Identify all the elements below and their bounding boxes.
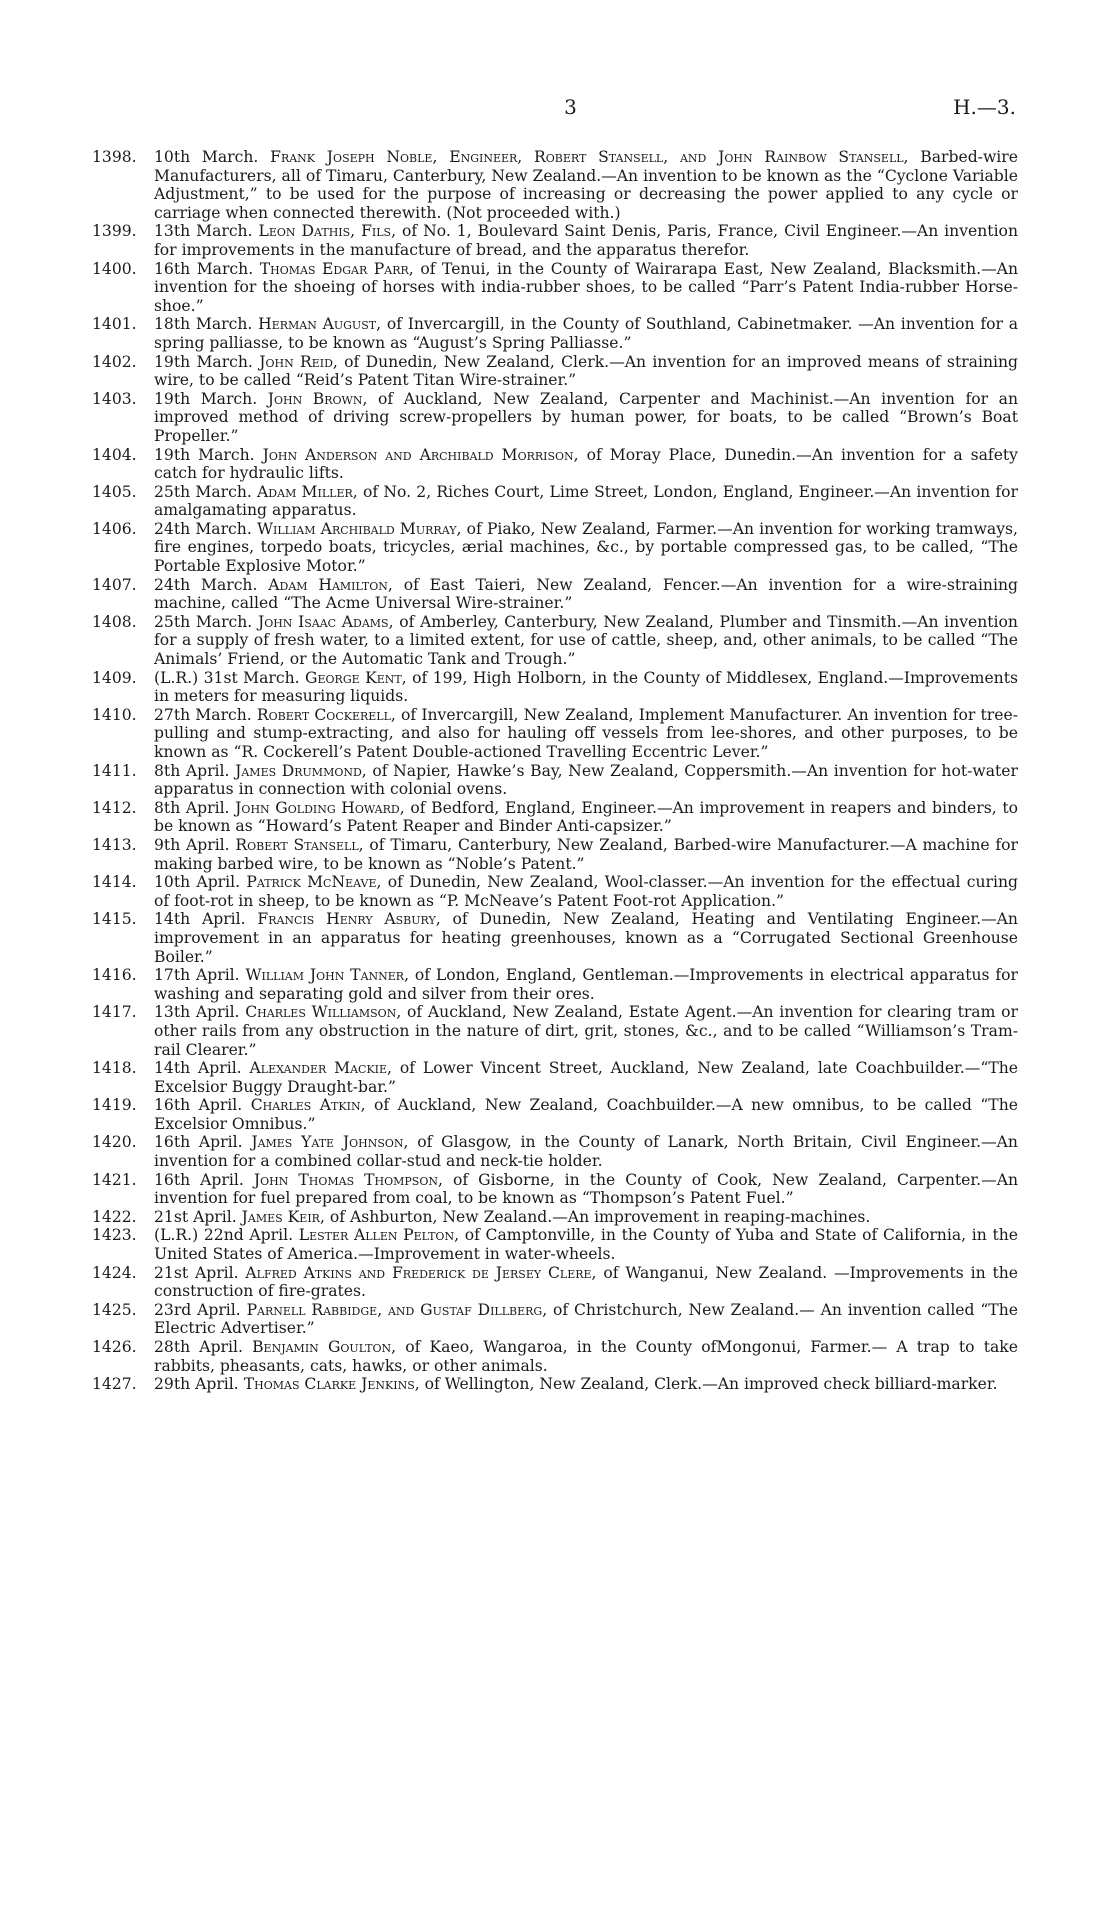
entry-date: 24th March. bbox=[154, 575, 258, 594]
applicant-names: John Brown, bbox=[267, 389, 368, 408]
patent-entry bbox=[92, 389, 1019, 446]
entry-date: 19th March. bbox=[154, 352, 253, 371]
patent-entry bbox=[92, 873, 1018, 910]
entry-number: 1410. bbox=[92, 705, 137, 724]
patent-entry bbox=[92, 148, 1018, 222]
entry-description: of No. 1, Boulevard Saint Denis, Paris, France, Civil Engineer.—An invention for improvements in the manufacture of bread, and the apparatus therefor. bbox=[154, 222, 1018, 259]
applicant-names: Robert Stansell, bbox=[235, 835, 364, 854]
patent-entry bbox=[92, 798, 1018, 836]
entry-number: 1415. bbox=[92, 910, 137, 929]
applicant-names: Thomas Edgar Parr, bbox=[259, 259, 414, 278]
applicant-names: John Isaac Adams, bbox=[257, 612, 394, 631]
entry-description: of Timaru, Canterbury, New Zealand, Barbed-wire Manufacturer.—A machine for making barbed wire, to be known as “Noble’s Patent.” bbox=[154, 835, 1018, 873]
applicant-names: Frank Joseph Noble, Engineer, Robert Stansell, and John Rainbow Stansell, bbox=[270, 148, 909, 166]
entry-date: (L.R.) 22nd April. bbox=[154, 1226, 294, 1245]
entry-description: of London, England, Gentleman.—Improvements in electrical apparatus for washing and separating gold and silver from their ores. bbox=[154, 966, 1018, 1003]
entry-number: 1413. bbox=[92, 835, 137, 854]
patent-entry bbox=[92, 1300, 1018, 1338]
applicant-names: James Yate Johnson, bbox=[251, 1133, 409, 1152]
entry-date: 18th March. bbox=[154, 315, 253, 334]
entry-description: of Piako, New Zealand, Farmer.—An invention for working tramways, fire engines, torpedo boats, tricycles, ærial machines, &c., by portable compressed gas, to be called, “The Portable Explosive Motor.” bbox=[154, 519, 1018, 576]
page-number: 3 bbox=[564, 95, 577, 119]
patent-entry bbox=[92, 315, 1019, 352]
entry-date: 14th April. bbox=[154, 910, 246, 929]
entry-description: of Bedford, England, Engineer.—An improvement in reapers and binders, to be known as “Howard’s Patent Reaper and Binder Anti-capsizer.” bbox=[154, 798, 1018, 836]
applicant-names: John Golding Howard, bbox=[235, 798, 405, 817]
entry-number: 1412. bbox=[92, 798, 137, 817]
entry-date: 17th April. bbox=[154, 966, 240, 985]
entry-date: 14th April. bbox=[154, 1059, 242, 1078]
patent-entry bbox=[92, 1133, 1018, 1171]
entry-number: 1418. bbox=[92, 1059, 137, 1078]
entry-number: 1425. bbox=[92, 1300, 137, 1319]
entry-number: 1417. bbox=[92, 1003, 137, 1022]
entry-date: 16th April. bbox=[154, 1096, 243, 1115]
entry-date: 27th March. bbox=[154, 705, 252, 724]
entry-date: 8th April. bbox=[154, 761, 230, 780]
patent-entry bbox=[92, 1263, 1018, 1301]
entry-date: 10th March. bbox=[154, 148, 259, 166]
applicant-names: Thomas Clarke Jenkins, bbox=[243, 1375, 420, 1394]
applicant-names: James Drummond, bbox=[235, 761, 367, 780]
applicant-names: Robert Cockerell, bbox=[256, 705, 396, 724]
entry-date: 25th March. bbox=[154, 482, 252, 501]
patent-entry bbox=[92, 761, 1018, 799]
entry-number: 1414. bbox=[92, 873, 137, 892]
entry-description: of Christchurch, New Zealand.— An invention called “The Electric Advertiser.” bbox=[154, 1300, 1018, 1338]
entry-number: 1404. bbox=[92, 445, 137, 464]
applicant-names: George Kent, bbox=[305, 668, 407, 687]
applicant-names: Adam Hamilton, bbox=[268, 575, 393, 594]
entry-description: of Auckland, New Zealand, Carpenter and Machinist.—An invention for an improved method of driving screw-propellers by human power, for boats, to be called “Brown’s Boat Propeller.” bbox=[154, 389, 1019, 445]
entry-description: of Kaeo, Wangaroa, in the County ofMongonui, Farmer.— A trap to take rabbits, pheasants, cats, hawks, or other animals. bbox=[154, 1338, 1018, 1375]
applicant-names: John Reid, bbox=[259, 352, 338, 371]
patent-entry bbox=[92, 835, 1018, 873]
entry-description: of Invercargill, New Zealand, Implement Manufacturer. An invention for tree-pulling and stump-extracting, and also for hauling off vessels from lee-shores, and other purposes, to be known as “R. Cockerell’s Patent Double-actioned Travelling Eccentric Lever.” bbox=[154, 705, 1018, 761]
entry-number: 1398. bbox=[92, 148, 137, 166]
patent-entry bbox=[92, 445, 1018, 483]
entry-date: 25th March. bbox=[154, 612, 253, 631]
entry-description: of Moray Place, Dunedin.—An invention for a safety catch for hydraulic lifts. bbox=[154, 445, 1018, 483]
applicant-names: Benjamin Goulton, bbox=[252, 1338, 397, 1356]
entry-date: 29th April. bbox=[154, 1375, 239, 1394]
entry-date: 10th April. bbox=[154, 873, 241, 892]
entry-description: of Lower Vincent Street, Auckland, New Zealand, late Coachbuilder.—“The Excelsior Buggy Draught-bar.” bbox=[154, 1059, 1018, 1096]
patent-entry bbox=[92, 1338, 1018, 1375]
entry-description: of No. 2, Riches Court, Lime Street, London, England, Engineer.—An invention for amalgamating apparatus. bbox=[154, 482, 1019, 520]
patent-entry bbox=[92, 1003, 1018, 1059]
entry-date: 19th March. bbox=[154, 445, 255, 464]
entry-date: 28th April. bbox=[154, 1338, 243, 1356]
entry-number: 1402. bbox=[92, 352, 137, 371]
entry-number: 1411. bbox=[92, 761, 137, 780]
document-reference: H.—3. bbox=[953, 95, 1016, 119]
entry-description: of Wellington, New Zealand, Clerk.—An improved check billiard-marker. bbox=[424, 1375, 998, 1394]
entry-number: 1400. bbox=[92, 259, 137, 278]
entry-date: 13th March. bbox=[154, 222, 253, 241]
patent-entry bbox=[92, 1096, 1018, 1133]
entry-number: 1416. bbox=[92, 966, 137, 985]
entry-date: 21st April. bbox=[154, 1263, 239, 1282]
entry-description: of Camptonville, in the County of Yuba and State of California, in the United States of America.—Improvement in water-wheels. bbox=[154, 1226, 1018, 1264]
entry-description: of Invercargill, in the County of Southland, Cabinetmaker. —An invention for a spring palliasse, to be known as “August’s Spring Palliasse.” bbox=[154, 315, 1019, 352]
applicant-names: Charles Williamson, bbox=[245, 1003, 402, 1022]
entry-number: 1399. bbox=[92, 222, 137, 241]
entry-date: 16th April. bbox=[154, 1170, 244, 1189]
entry-number: 1426. bbox=[92, 1338, 137, 1356]
entry-description: of Dunedin, New Zealand, Clerk.—An invention for an improved means of straining wire, to be called “Reid’s Patent Titan Wire-strainer.” bbox=[154, 352, 1018, 390]
entry-date: 21st April. bbox=[154, 1207, 237, 1226]
entry-number: 1422. bbox=[92, 1207, 137, 1226]
applicant-names: William Archibald Murray, bbox=[256, 519, 462, 538]
entry-number: 1427. bbox=[92, 1375, 137, 1394]
entry-number: 1408. bbox=[92, 612, 137, 631]
patent-entry bbox=[92, 1226, 1018, 1264]
patent-entry bbox=[92, 668, 1018, 706]
patent-entry bbox=[92, 222, 1018, 259]
entry-date: 13th April. bbox=[154, 1003, 240, 1022]
entry-description: of Auckland, New Zealand, Estate Agent.—An invention for clearing tram or other rails from any obstruction in the nature of dirt, grit, stones, &c., and to be called “Williamson’s Tram-rail Clearer.” bbox=[154, 1003, 1018, 1059]
entry-description: of Dunedin, New Zealand, Heating and Ventilating Engineer.—An improvement in an apparatus for heating greenhouses, known as a “Corrugated Sectional Greenhouse Boiler.” bbox=[154, 910, 1018, 966]
entry-description: of Napier, Hawke’s Bay, New Zealand, Coppersmith.—An invention for hot-water apparatus in connection with colonial ovens. bbox=[154, 761, 1018, 799]
entry-number: 1403. bbox=[92, 389, 137, 408]
entry-date: 16th April. bbox=[154, 1133, 243, 1152]
entry-date: (L.R.) 31st March. bbox=[154, 668, 300, 687]
patent-entry bbox=[92, 259, 1018, 316]
patent-entry bbox=[92, 482, 1019, 520]
entry-description: of Amberley, Canterbury, New Zealand, Plumber and Tinsmith.—An invention for a supply of fresh water, to a limited extent, for use of cattle, sheep, and, other animals, to be called “The Animals’ Friend, or the Automatic Tank and Trough.” bbox=[154, 612, 1018, 669]
patent-entry bbox=[92, 1059, 1018, 1096]
entry-number: 1407. bbox=[92, 575, 137, 594]
entry-description: of Auckland, New Zealand, Coachbuilder.—A new omnibus, to be called “The Excelsior Omnibus.” bbox=[154, 1096, 1018, 1133]
applicant-names: James Keir, bbox=[241, 1207, 325, 1226]
entry-number: 1423. bbox=[92, 1226, 137, 1245]
entry-number: 1424. bbox=[92, 1263, 137, 1282]
entry-description: of Glasgow, in the County of Lanark, North Britain, Civil Engineer.—An invention for a combined collar-stud and neck-tie holder. bbox=[154, 1133, 1018, 1171]
entry-date: 19th March. bbox=[154, 389, 258, 408]
entry-date: 9th April. bbox=[154, 835, 230, 854]
patent-entry bbox=[92, 1375, 1018, 1394]
applicant-names: Francis Henry Asbury, bbox=[257, 910, 441, 929]
entry-description: of Dunedin, New Zealand, Wool-classer.—An invention for the effectual curing of foot-rot in sheep, to be known as “P. McNeave’s Patent Foot-rot Application.” bbox=[154, 873, 1018, 910]
entry-description: of Ashburton, New Zealand.—An improvement in reaping-machines. bbox=[329, 1207, 871, 1226]
applicant-names: Adam Miller, bbox=[257, 482, 358, 501]
patent-entry bbox=[92, 966, 1018, 1003]
entry-description: of 199, High Holborn, in the County of Middlesex, England.—Improvements in meters for measuring liquids. bbox=[154, 668, 1018, 706]
applicant-names: John Thomas Thompson, bbox=[253, 1170, 443, 1189]
patent-entry bbox=[92, 1170, 1018, 1208]
applicant-names: Alexander Mackie, bbox=[249, 1059, 393, 1078]
patent-entries-list bbox=[92, 148, 1019, 1394]
applicant-names: Charles Atkin, bbox=[250, 1096, 366, 1115]
patent-entry bbox=[92, 1207, 1018, 1227]
entry-description: of Gisborne, in the County of Cook, New Zealand, Carpenter.—An invention for fuel prepared from coal, to be known as “Thompson’s Patent Fuel.” bbox=[154, 1170, 1018, 1208]
patent-entry bbox=[92, 910, 1018, 966]
entry-date: 24th March. bbox=[154, 519, 252, 538]
applicant-names: Leon Dathis, Fils, bbox=[258, 222, 397, 241]
entry-description: of Tenui, in the County of Wairarapa East, New Zealand, Blacksmith.—An invention for the shoeing of horses with india-rubber shoes, to be called “Parr’s Patent India-rubber Horse-shoe.” bbox=[154, 259, 1018, 315]
applicant-names: Parnell Rabbidge, and Gustaf Dillberg, bbox=[246, 1300, 548, 1319]
patent-entry bbox=[92, 612, 1018, 669]
entry-number: 1421. bbox=[92, 1170, 137, 1189]
entry-date: 16th March. bbox=[154, 259, 254, 278]
page-header bbox=[123, 95, 1018, 135]
applicant-names: Alfred Atkins and Frederick de Jersey Clere, bbox=[245, 1263, 597, 1282]
entry-description: Barbed-wire Manufacturers, all of Timaru, Canterbury, New Zealand.—An invention to be known as the “Cyclone Variable Adjustment,” to be used for the purpose of increasing or decreasing the power applied to any cycle or carriage when connected therewith. (Not proceeded with.) bbox=[154, 148, 1018, 222]
entry-number: 1401. bbox=[92, 315, 137, 334]
entry-description: of Wanganui, New Zealand. —Improvements in the construction of fire-grates. bbox=[154, 1263, 1018, 1301]
patent-entry bbox=[92, 352, 1018, 390]
entry-number: 1419. bbox=[92, 1096, 137, 1115]
applicant-names: Herman August, bbox=[258, 315, 382, 334]
entry-date: 23rd April. bbox=[154, 1300, 241, 1319]
applicant-names: William John Tanner, bbox=[245, 966, 410, 985]
applicant-names: John Anderson and Archibald Morrison, bbox=[262, 445, 579, 464]
entry-description: of East Taieri, New Zealand, Fencer.—An invention for a wire-straining machine, called “The Acme Universal Wire-strainer.” bbox=[154, 575, 1018, 613]
applicant-names: Lester Allen Pelton, bbox=[298, 1226, 460, 1245]
entry-date: 8th April. bbox=[154, 798, 230, 817]
patent-entry bbox=[92, 575, 1018, 613]
entry-number: 1406. bbox=[92, 519, 137, 538]
entry-number: 1405. bbox=[92, 482, 137, 501]
entry-number: 1409. bbox=[92, 668, 137, 687]
patent-entry bbox=[92, 519, 1018, 576]
applicant-names: Patrick McNeave, bbox=[246, 873, 382, 892]
entry-number: 1420. bbox=[92, 1133, 137, 1152]
patent-entry bbox=[92, 705, 1018, 762]
